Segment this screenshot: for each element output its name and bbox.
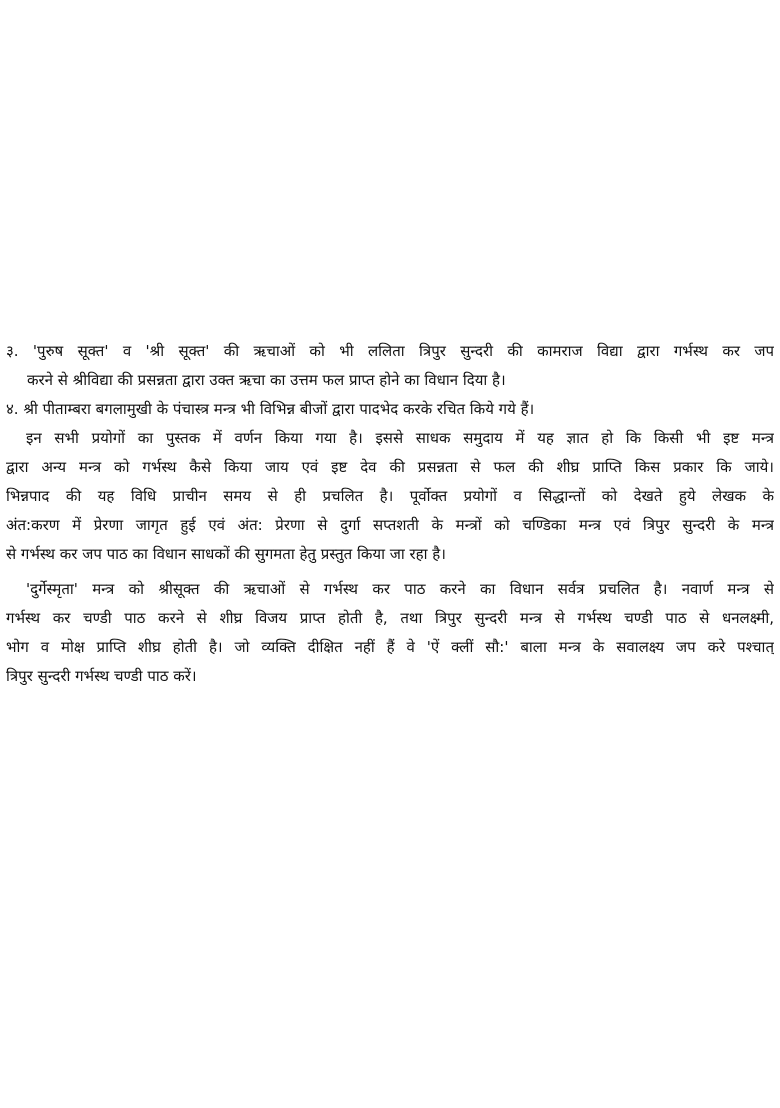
text-line: ३. 'पुरुष सूक्त' व 'श्री सूक्त' की ऋचाओं को भी ललिता त्रिपुर सुन्दरी की कामराज विद्या द्वारा गर्भस्थ कर जप (6, 342, 774, 360)
numbered-item-3 (6, 337, 774, 395)
text-line: 'दुर्गेस्मृता' मन्त्र को श्रीसूक्त की ऋचाओं से गर्भस्थ कर पाठ करने का विधान सर्वत्र प्रचलित है। नवार्ण मन्त्र से (26, 580, 774, 598)
text-line: त्रिपुर सुन्दरी गर्भस्थ चण्डी पाठ करें। (6, 667, 197, 685)
body-text (6, 337, 774, 691)
text-line: से गर्भस्थ कर जप पाठ का विधान साधकों की सुगमता हेतु प्रस्तुत किया जा रहा है। (6, 545, 446, 563)
text-line: ४. श्री पीताम्बरा बगलामुखी के पंचास्त्र मन्त्र भी विभिन्न बीजों द्वारा पादभेद करके रचित किये गये हैं। (6, 400, 535, 418)
text-line: भोग व मोक्ष प्राप्ति शीघ्र होती है। जो व्यक्ति दीक्षित नहीं हैं वे 'ऐं क्लीं सौ:' बाला मन्त्र के सवालक्ष्य जप करे पश्चात् (6, 638, 774, 656)
text-line: भिन्नपाद की यह विधि प्राचीन समय से ही प्रचलित है। पूर्वोक्त प्रयोगों व सिद्धान्तों को देखते हुये लेखक के (6, 487, 774, 505)
paragraph (6, 575, 774, 691)
text-line: अंत:करण में प्रेरणा जागृत हुई एवं अंत: प्रेरणा से दुर्गा सप्तशती के मन्त्रों को चण्डिका मन्त्र एवं त्रिपुर सुन्दरी के मन्त्र (6, 516, 774, 534)
paragraph (6, 424, 774, 569)
text-line: करने से श्रीविद्या की प्रसन्नता द्वारा उक्त ऋचा का उत्तम फल प्राप्त होने का विधान दिया है। (27, 371, 506, 389)
numbered-item-4 (6, 395, 774, 424)
text-line: गर्भस्थ कर चण्डी पाठ करने से शीघ्र विजय प्राप्त होती है, तथा त्रिपुर सुन्दरी मन्त्र से गर्भस्थ चण्डी पाठ से धनलक्ष्मी, (6, 609, 774, 627)
text-line: इन सभी प्रयोगों का पुस्तक में वर्णन किया गया है। इससे साधक समुदाय में यह ज्ञात हो कि किसी भी इष्ट मन्त्र (26, 429, 774, 447)
text-line: द्वारा अन्य मन्त्र को गर्भस्थ कैसे किया जाय एवं इष्ट देव की प्रसन्नता से फल की शीघ्र प्राप्ति किस प्रकार कि जाये। (6, 458, 774, 476)
